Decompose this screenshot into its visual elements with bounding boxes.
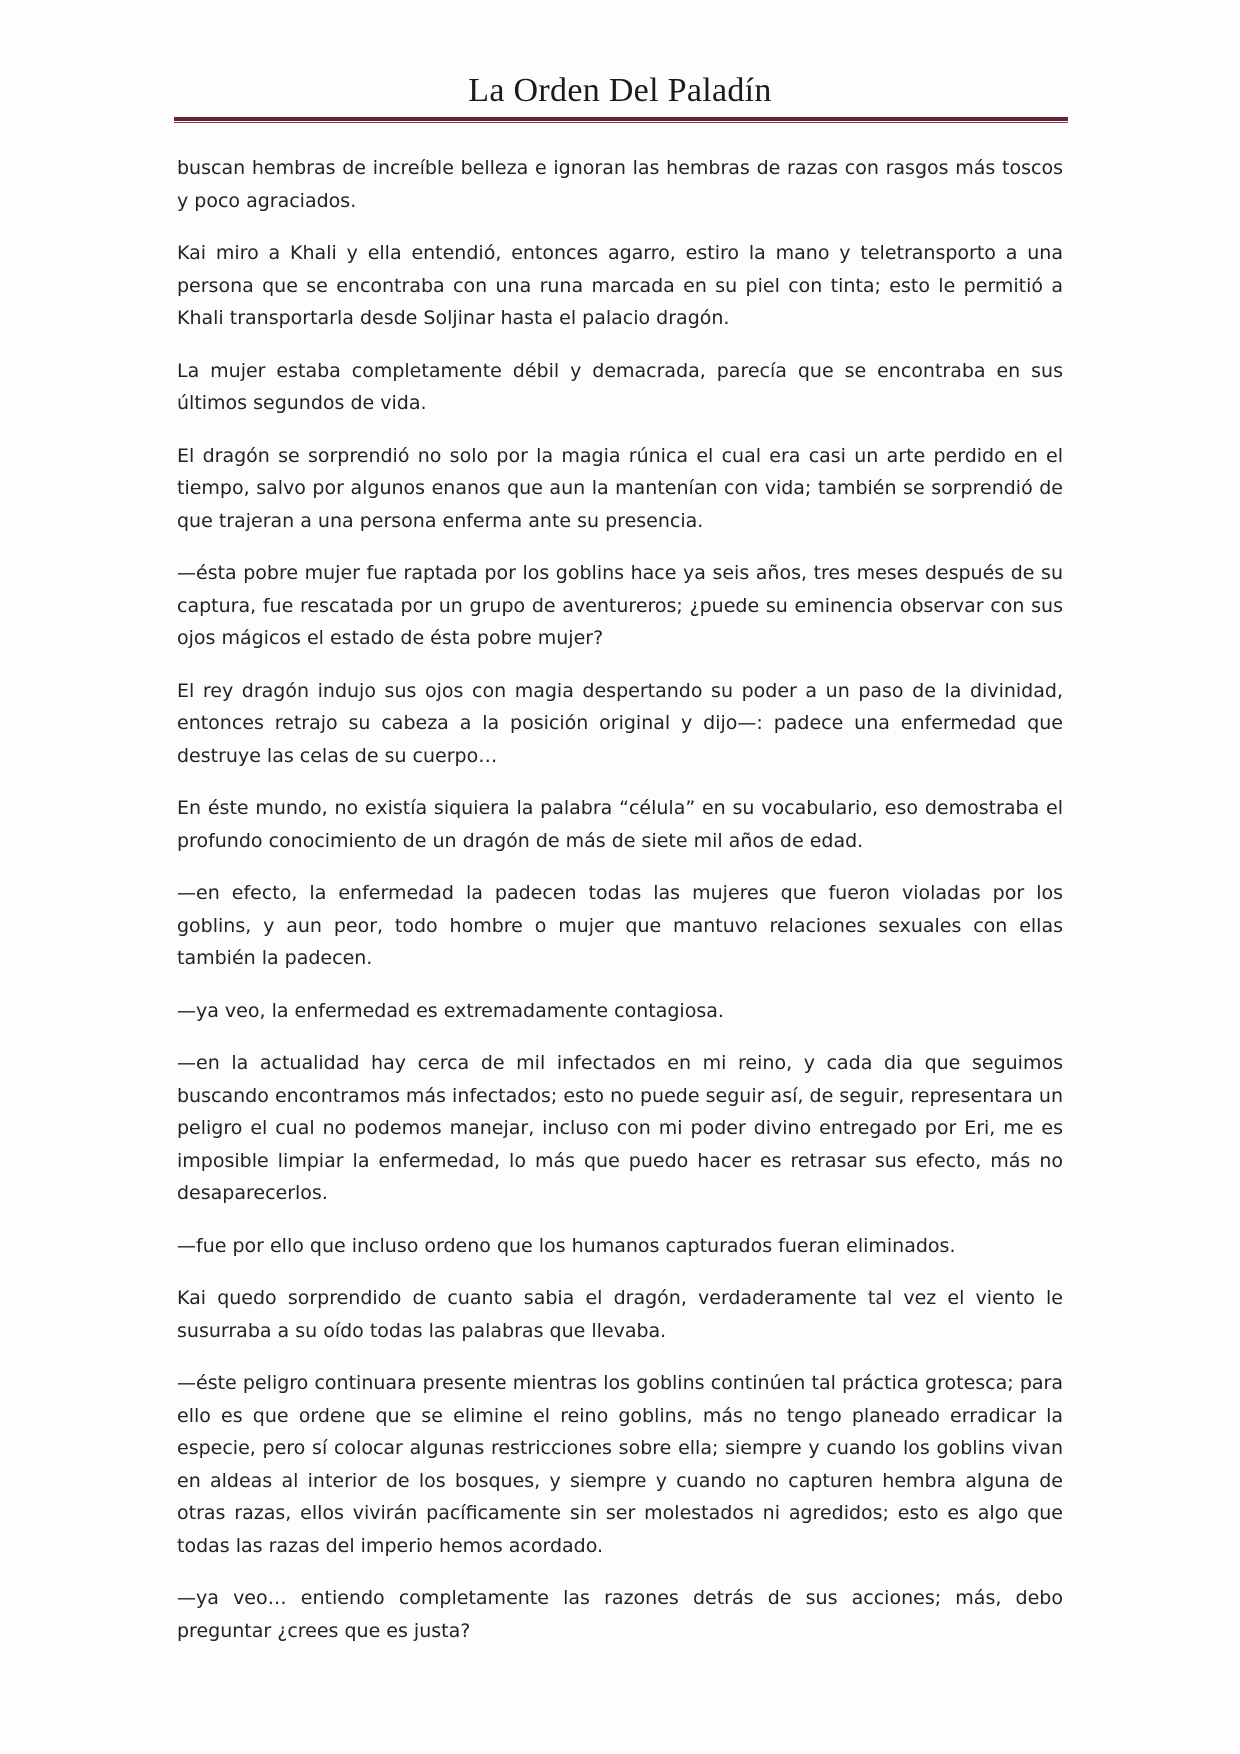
paragraph: Kai miro a Khali y ella entendió, entonces agarro, estiro la mano y teletransporto a una persona que se encontraba con una runa marcada en su piel con tinta; esto le permitió a Khali transportarla desde Soljinar hasta el palacio dragón.	[177, 242, 1063, 329]
paragraph: La mujer estaba completamente débil y demacrada, parecía que se encontraba en sus últimos segundos de vida.	[177, 359, 1063, 414]
paragraph: —en la actualidad hay cerca de mil infectados en mi reino, y cada dia que seguimos buscando encontramos más infectados; esto no puede seguir así, de seguir, representara un peligro el cual no podemos manejar, incluso con mi poder divino entregado por Eri, me es imposible limpiar la enfermedad, lo más que puedo hacer es retrasar sus efecto, más no desaparecerlos.	[177, 1052, 1063, 1204]
paragraph: —ya veo… entiendo completamente las razones detrás de sus acciones; más, debo preguntar ¿crees que es justa?	[177, 1587, 1063, 1642]
header-divider	[174, 117, 1068, 123]
paragraph: buscan hembras de increíble belleza e ignoran las hembras de razas con rasgos más toscos y poco agraciados.	[177, 157, 1063, 212]
paragraph: —fue por ello que incluso ordeno que los humanos capturados fueran eliminados.	[177, 1234, 956, 1257]
paragraph: En éste mundo, no existía siquiera la palabra “célula” en su vocabulario, eso demostraba el profundo conocimiento de un dragón de más de siete mil años de edad.	[177, 797, 1063, 852]
paragraph: —en efecto, la enfermedad la padecen todas las mujeres que fueron violadas por los goblins, y aun peor, todo hombre o mujer que mantuvo relaciones sexuales con ellas también la padecen.	[177, 882, 1063, 969]
paragraph: El rey dragón indujo sus ojos con magia despertando su poder a un paso de la divinidad, entonces retrajo su cabeza a la posición original y dijo—: padece una enfermedad que destruye las celas de su cuerpo…	[177, 679, 1063, 767]
header-divider-thick	[174, 117, 1068, 121]
document-body	[177, 152, 1063, 1667]
header-divider-thin	[174, 122, 1068, 123]
paragraph: —ya veo, la enfermedad es extremadamente contagiosa.	[177, 999, 724, 1022]
paragraph: Kai quedo sorprendido de cuanto sabia el dragón, verdaderamente tal vez el viento le susurraba a su oído todas las palabras que llevaba.	[177, 1287, 1063, 1342]
paragraph: El dragón se sorprendió no solo por la magia rúnica el cual era casi un arte perdido en el tiempo, salvo por algunos enanos que aun la mantenían con vida; también se sorprendió de que trajeran a una persona enferma ante su presencia.	[177, 444, 1063, 532]
paragraph: —éste peligro continuara presente mientras los goblins continúen tal práctica grotesca; para ello es que ordene que se elimine el reino goblins, más no tengo planeado erradicar la especie, pero sí colocar algunas restricciones sobre ella; siempre y cuando los goblins vivan en aldeas al interior de los bosques, y siempre y cuando no capturen hembra alguna de otras razas, ellos vivirán pacíficamente sin ser molestados ni agredidos; esto es algo que todas las razas del imperio hemos acordado.	[177, 1372, 1063, 1557]
page-title: La Orden Del Paladín	[468, 72, 772, 109]
paragraph: —ésta pobre mujer fue raptada por los goblins hace ya seis años, tres meses después de su captura, fue rescatada por un grupo de aventureros; ¿puede su eminencia observar con sus ojos mágicos el estado de ésta pobre mujer?	[177, 562, 1063, 649]
